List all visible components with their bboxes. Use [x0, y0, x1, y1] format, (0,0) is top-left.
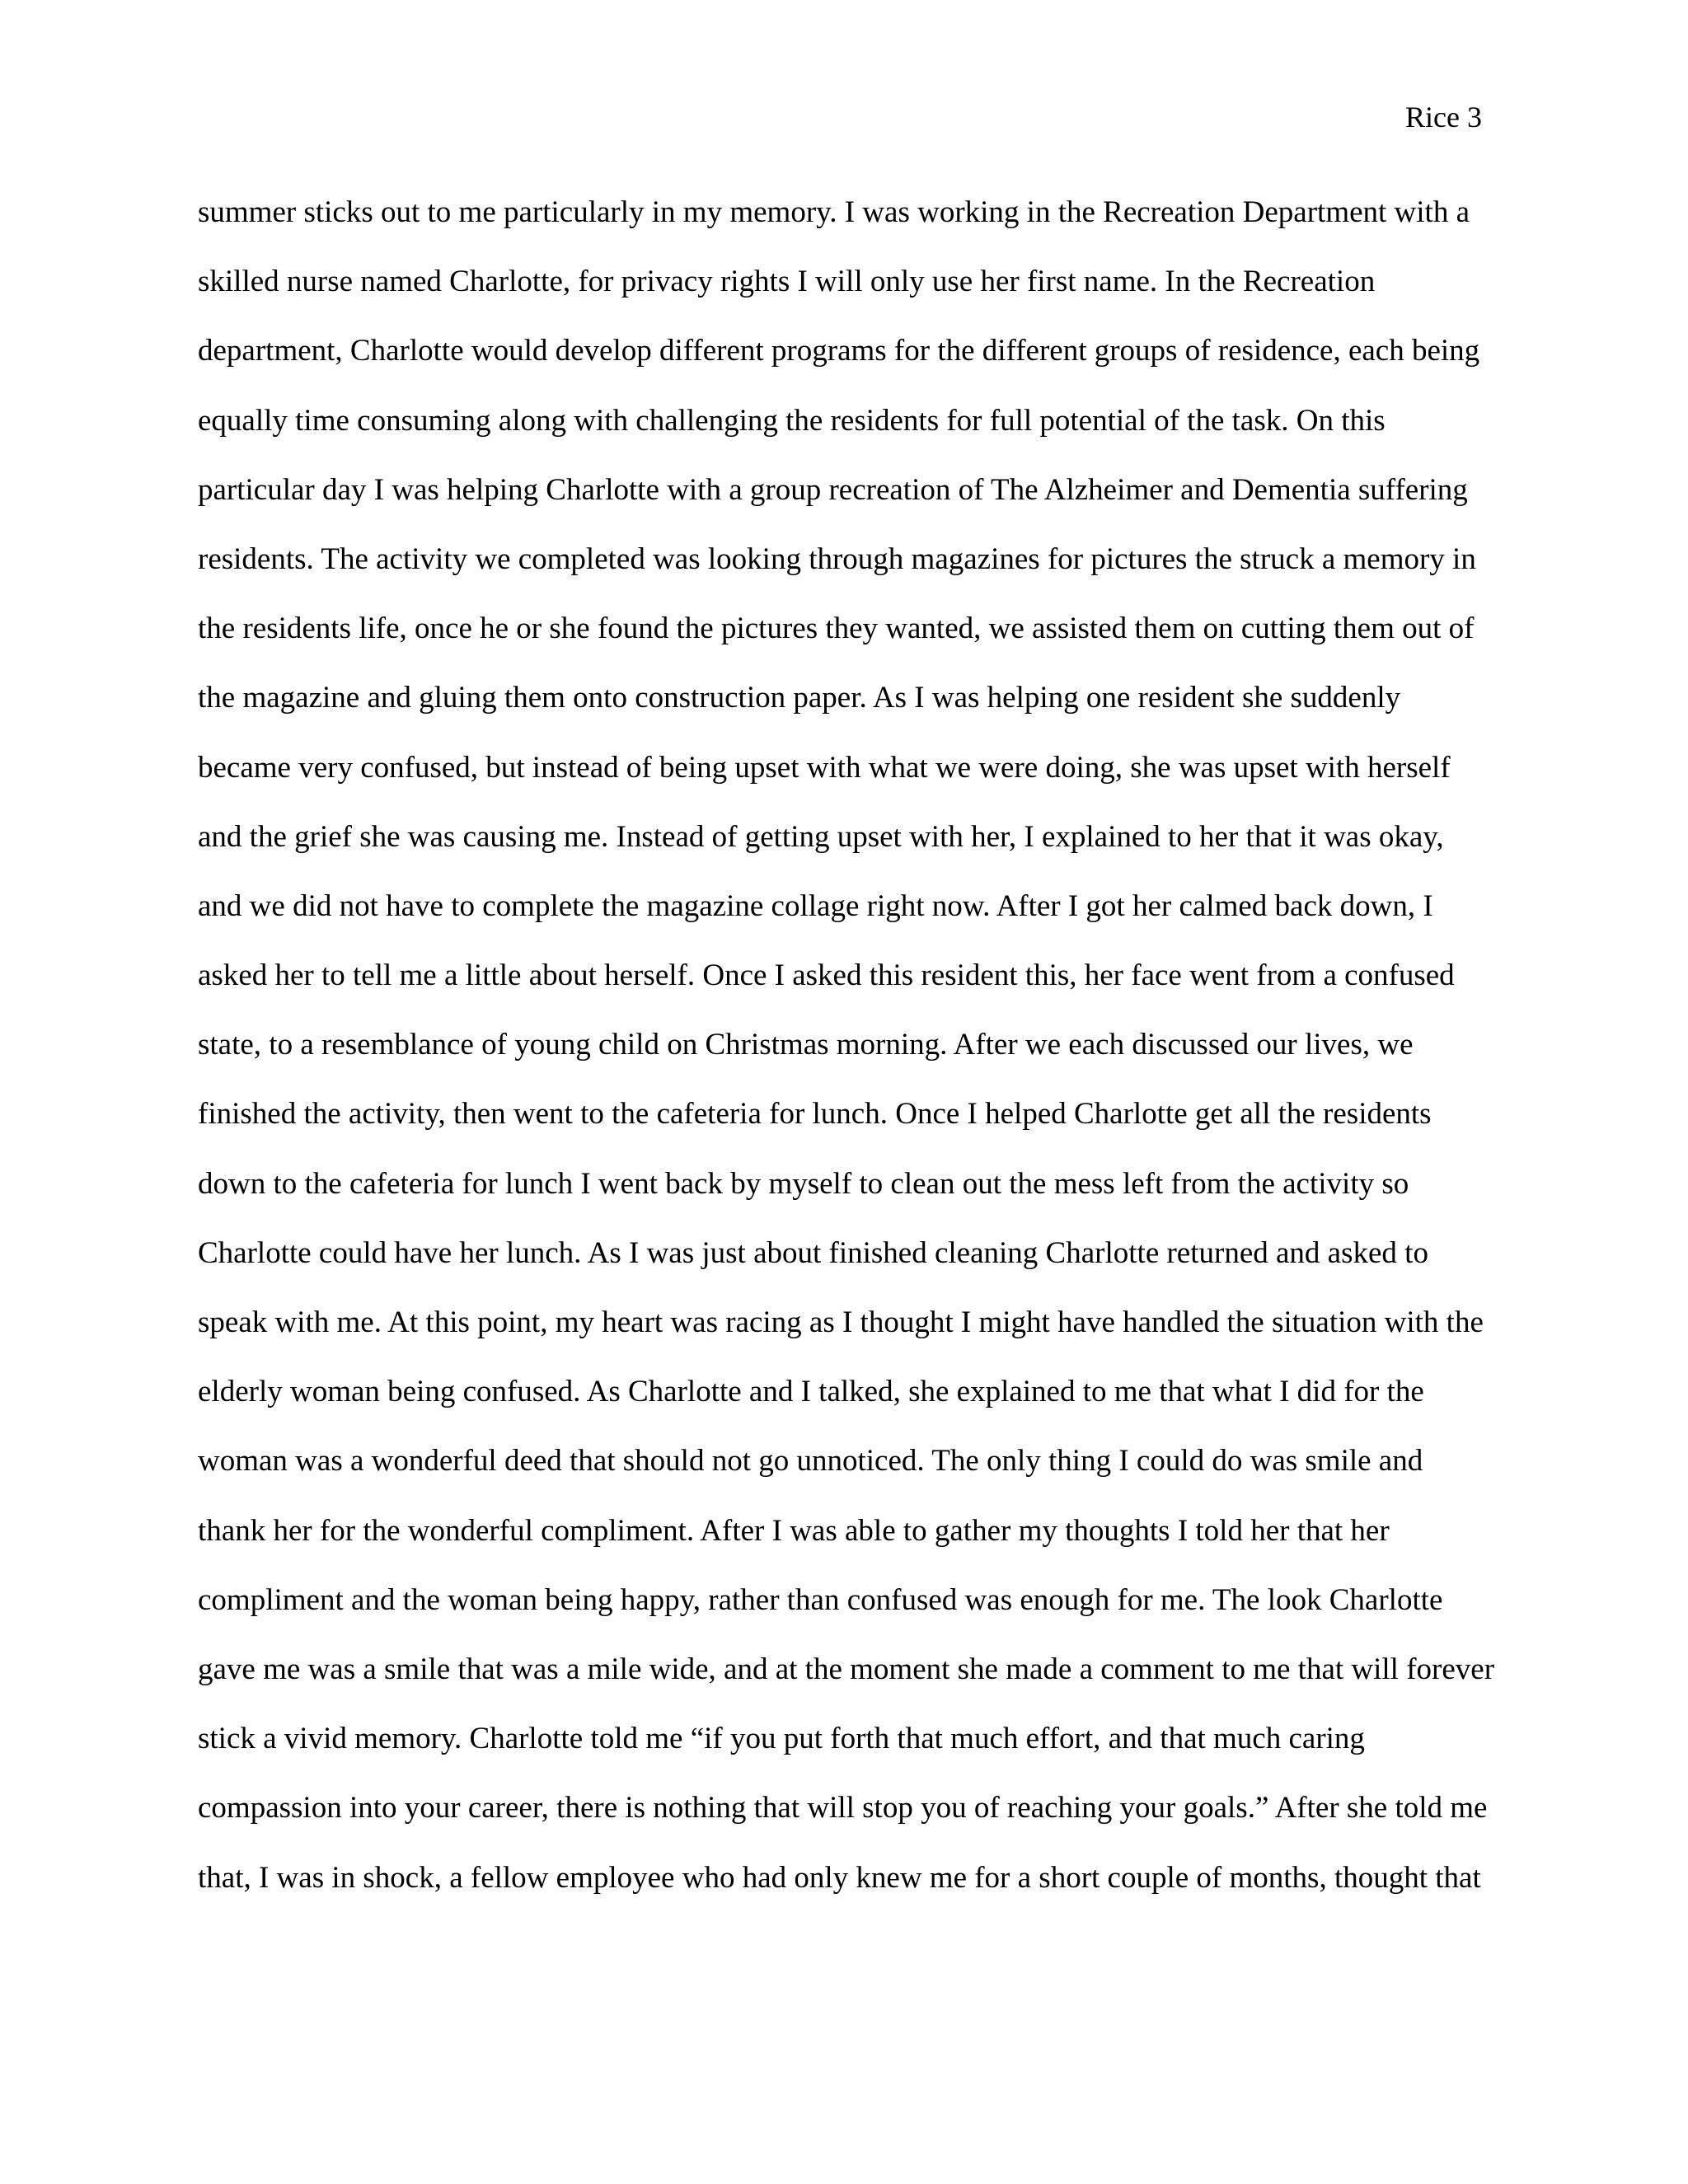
body-text	[198, 193, 1500, 1928]
text-line: thank her for the wonderful compliment. After I was able to gather my thoughts I told her that her	[198, 1513, 1390, 1548]
text-line: gave me was a smile that was a mile wide, and at the moment she made a comment to me that will forever	[198, 1652, 1495, 1686]
text-line: equally time consuming along with challenging the residents for full potential of the task. On this	[198, 403, 1386, 438]
text-line: that, I was in shock, a fellow employee who had only knew me for a short couple of months, thought that	[198, 1860, 1481, 1895]
text-line: summer sticks out to me particularly in my memory. I was working in the Recreation Department with a	[198, 195, 1470, 229]
text-line: down to the cafeteria for lunch I went back by myself to clean out the mess left from the activity so	[198, 1166, 1409, 1201]
text-line: asked her to tell me a little about herself. Once I asked this resident this, her face went from a confused	[198, 958, 1455, 993]
running-head: Rice 3	[1405, 101, 1482, 134]
text-line: became very confused, but instead of being upset with what we were doing, she was upset with herself	[198, 750, 1451, 785]
text-line: woman was a wonderful deed that should not go unnoticed. The only thing I could do was smile and	[198, 1444, 1423, 1479]
text-line: the residents life, once he or she found the pictures they wanted, we assisted them on cutting them out of	[198, 612, 1475, 646]
text-line: the magazine and gluing them onto construction paper. As I was helping one resident she suddenly	[198, 681, 1401, 715]
text-line: residents. The activity we completed was looking through magazines for pictures the struck a memory in	[198, 541, 1476, 576]
text-line: and the grief she was causing me. Instead of getting upset with her, I explained to her that it was okay,	[198, 819, 1444, 854]
text-line: and we did not have to complete the magazine collage right now. After I got her calmed back down, I	[198, 888, 1433, 923]
text-line: compassion into your career, there is nothing that will stop you of reaching your goals.” After she told me	[198, 1791, 1488, 1825]
text-line: department, Charlotte would develop different programs for the different groups of residence, each being	[198, 334, 1480, 368]
text-line: compliment and the woman being happy, rather than confused was enough for me. The look Charlotte	[198, 1582, 1443, 1617]
text-line: state, to a resemblance of young child on Christmas morning. After we each discussed our lives, we	[198, 1028, 1414, 1062]
text-line: elderly woman being confused. As Charlotte and I talked, she explained to me that what I did for the	[198, 1375, 1424, 1409]
text-line: stick a vivid memory. Charlotte told me “if you put forth that much effort, and that much caring	[198, 1722, 1365, 1756]
text-line: particular day I was helping Charlotte with a group recreation of The Alzheimer and Dementia suffering	[198, 472, 1468, 507]
text-line: finished the activity, then went to the cafeteria for lunch. Once I helped Charlotte get all the residents	[198, 1097, 1432, 1132]
text-line: skilled nurse named Charlotte, for privacy rights I will only use her first name. In the Recreation	[198, 265, 1376, 299]
text-line: Charlotte could have her lunch. As I was just about finished cleaning Charlotte returned and asked to	[198, 1235, 1428, 1270]
text-line: speak with me. At this point, my heart was racing as I thought I might have handled the situation with the	[198, 1305, 1484, 1339]
